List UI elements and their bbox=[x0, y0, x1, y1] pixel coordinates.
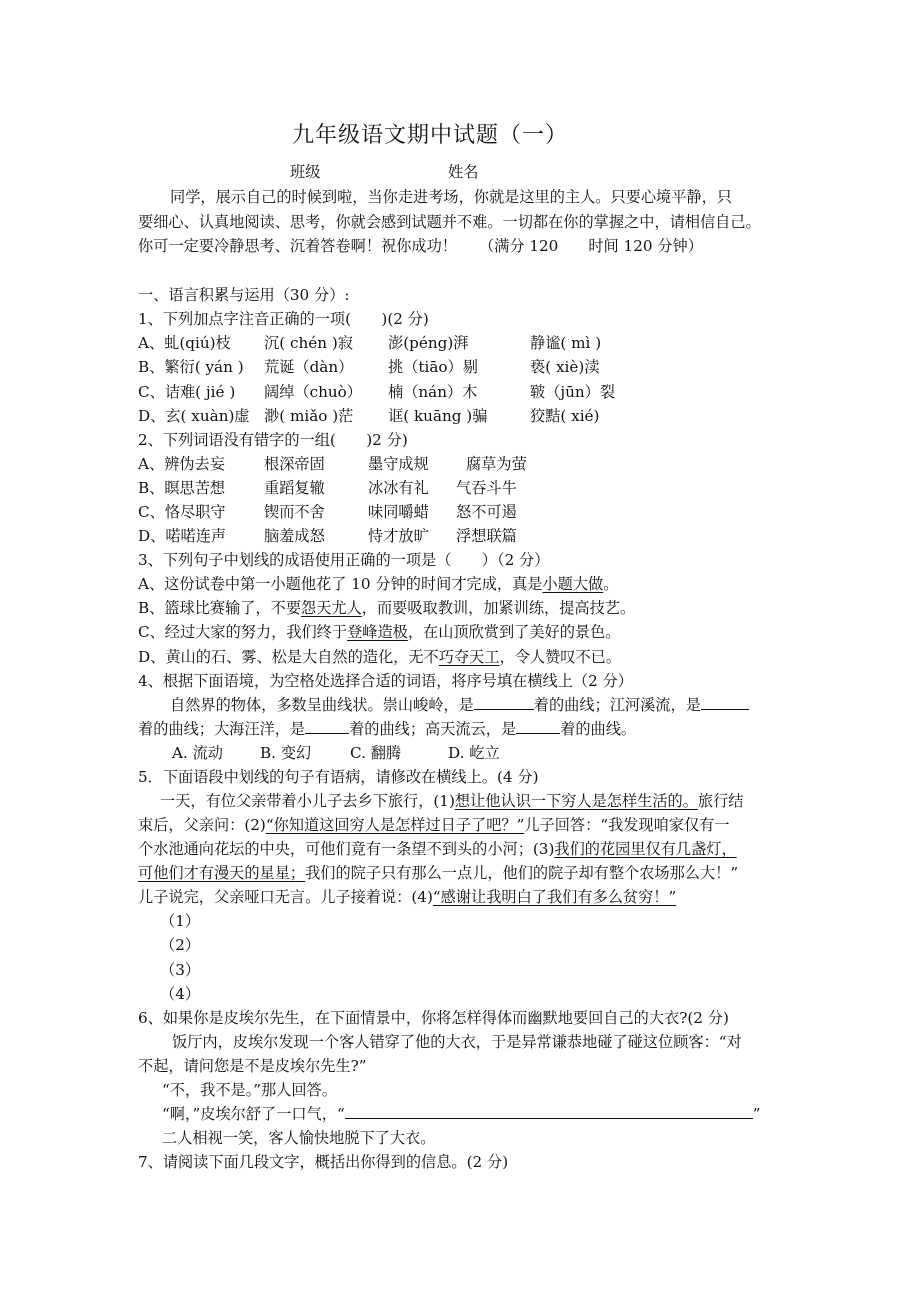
answer-blank[interactable] bbox=[474, 694, 534, 710]
q4-options: A. 流动 B. 变幻 C. 翻腾 D. 屹立 bbox=[172, 744, 500, 762]
underlined-idiom: 小题大做 bbox=[542, 575, 604, 593]
q5-answer-1[interactable]: （1） bbox=[160, 912, 201, 930]
q3-option-d: D、黄山的石、雾、松是大自然的造化，无不巧夺天工，令人赞叹不已。 bbox=[138, 648, 621, 666]
q3-option-b: B、篮球比赛输了，不要怨天尤人，而要吸取教训，加紧训练，提高技艺。 bbox=[138, 599, 636, 617]
intro-line-1: 同学，展示自己的时候到啦，当你走进考场，你就是这里的主人。只要心境平静，只 bbox=[170, 188, 732, 206]
q5-answer-3[interactable]: （3） bbox=[160, 961, 201, 979]
q3-option-c: C、经过大家的努力，我们终于登峰造极，在山顶欣赏到了美好的景色。 bbox=[138, 623, 621, 641]
underlined-idiom: 巧夺天工 bbox=[438, 648, 500, 666]
q2-option-b: B、瞑思苦想 重蹈复辙 冰冰有礼 气吞斗牛 bbox=[138, 479, 517, 497]
name-label: 姓名 bbox=[448, 163, 479, 181]
answer-blank[interactable] bbox=[516, 718, 560, 734]
exam-title: 九年级语文期中试题（一） bbox=[291, 123, 568, 148]
q5-answer-2[interactable]: （2） bbox=[160, 936, 201, 954]
underlined-sentence-4: “感谢让我明白了我们有多么贫穷！” bbox=[432, 888, 677, 906]
underlined-sentence-1: 想让他认识一下穷人是怎样生活的。 bbox=[454, 792, 698, 810]
q5-passage-line-3: 个水池通向花坛的中央，可他们竟有一条望不到头的小河；(3)我们的花园里仅有几盏灯， bbox=[138, 840, 737, 858]
q5-stem: 5．下面语段中划线的句子有语病，请修改在横线上。(4 分) bbox=[138, 768, 539, 786]
q5-answer-4[interactable]: （4） bbox=[160, 985, 201, 1003]
q6-passage-line-3: “不，我不是。”那人回答。 bbox=[162, 1081, 337, 1099]
answer-blank[interactable] bbox=[305, 718, 349, 734]
q6-passage-line-1: 饭厅内，皮埃尔发现一个客人错穿了他的大衣，于是异常谦恭地碰了碰这位顾客：“对 bbox=[172, 1033, 742, 1051]
q3-option-a: A、这份试卷中第一小题他花了 10 分钟的时间才完成，真是小题大做。 bbox=[138, 575, 619, 593]
q5-passage-line-2: 束后，父亲问：(2)“你知道这回穷人是怎样过日子了吧？”儿子回答：“我发现咱家仅有一 bbox=[138, 816, 730, 834]
answer-blank[interactable] bbox=[701, 694, 749, 710]
q1-option-b: B、繁衍( yán ) 荒诞（dàn） 挑（tiāo）剔 亵( xiè)渎 bbox=[138, 358, 600, 376]
q2-option-a: A、辨伪去妄 根深帝固 墨守成规 腐草为萤 bbox=[138, 455, 527, 473]
underlined-sentence-2: “你知道这回穷人是怎样过日子了吧？” bbox=[265, 816, 525, 834]
q1-stem: 1、下列加点字注音正确的一项( )(2 分) bbox=[138, 310, 429, 328]
q1-option-a: A、虬(qiú)枝 沉( chén )寂 澎(péng)湃 静谧( mì ) bbox=[138, 334, 602, 352]
underlined-idiom: 怨天尤人 bbox=[301, 599, 362, 617]
q4-passage-line-2: 着的曲线；大海汪洋，是 着的曲线；高天流云，是 着的曲线。 bbox=[138, 720, 637, 738]
q7-stem: 7、请阅读下面几段文字，概括出你得到的信息。(2 分) bbox=[138, 1153, 509, 1171]
class-label: 班级 bbox=[290, 163, 321, 181]
section-1-title: 一、语言积累与运用（30 分）: bbox=[138, 286, 350, 304]
underlined-sentence-3-cont: 可他们才有漫天的星星； bbox=[138, 864, 306, 882]
q6-answer-blank[interactable] bbox=[345, 1103, 753, 1119]
q1-option-d: D、玄( xuàn)虚 渺( miǎo )茫 诓( kuāng )骗 狡黠( xié) bbox=[138, 407, 600, 425]
q3-stem: 3、下列句子中划线的成语使用正确的一项是（ ）（2 分） bbox=[138, 551, 550, 569]
intro-line-3: 你可一定要冷静思考、沉着答卷啊！祝你成功！ （满分 120 时间 120 分钟） bbox=[138, 237, 703, 255]
q2-option-c: C、恪尽职守 锲而不舍 味同嚼蜡 怒不可遏 bbox=[138, 503, 517, 521]
underlined-idiom: 登峰造极 bbox=[347, 623, 408, 641]
q5-passage-line-5: 儿子说完，父亲哑口无言。儿子接着说：(4)“感谢让我明白了我们有多么贫穷！” bbox=[138, 888, 677, 906]
q6-stem: 6、如果你是皮埃尔先生，在下面情景中，你将怎样得体而幽默地要回自己的大衣?(2 分) bbox=[138, 1009, 729, 1027]
q1-option-c: C、诘难( jié ) 阔绰（chuò） 楠（nán）木 皲（jūn）裂 bbox=[138, 383, 616, 401]
intro-line-2: 要细心、认真地阅读、思考，你就会感到试题并不难。一切都在你的掌握之中，请相信自己。 bbox=[138, 213, 761, 231]
q5-passage-line-1: 一天，有位父亲带着小儿子去乡下旅行，(1)想让他认识一下穷人是怎样生活的。旅行结 bbox=[160, 792, 744, 810]
q2-stem: 2、下列词语没有错字的一组( )2 分) bbox=[138, 431, 408, 449]
q6-passage-line-2: 不起，请问您是不是皮埃尔先生?” bbox=[138, 1057, 367, 1075]
underlined-sentence-3: 我们的花园里仅有几盏灯， bbox=[554, 840, 737, 858]
q2-option-d: D、喏喏连声 脑羞成怒 恃才放旷 浮想联篇 bbox=[138, 527, 517, 545]
q6-passage-line-5: 二人相视一笑，客人愉快地脱下了大衣。 bbox=[162, 1129, 436, 1147]
q4-passage-line-1: 自然界的物体，多数呈曲线状。崇山峻岭，是 着的曲线；江河溪流，是 bbox=[170, 693, 749, 717]
q5-passage-line-4: 可他们才有漫天的星星；我们的院子只有那么一点儿，他们的院子却有整个农场那么大！” bbox=[138, 864, 739, 882]
q4-stem: 4、根据下面语境，为空格处选择合适的词语，将序号填在横线上（2 分） bbox=[138, 672, 633, 690]
q6-passage-line-4: “啊，”皮埃尔舒了一口气，“ ” bbox=[162, 1105, 761, 1123]
